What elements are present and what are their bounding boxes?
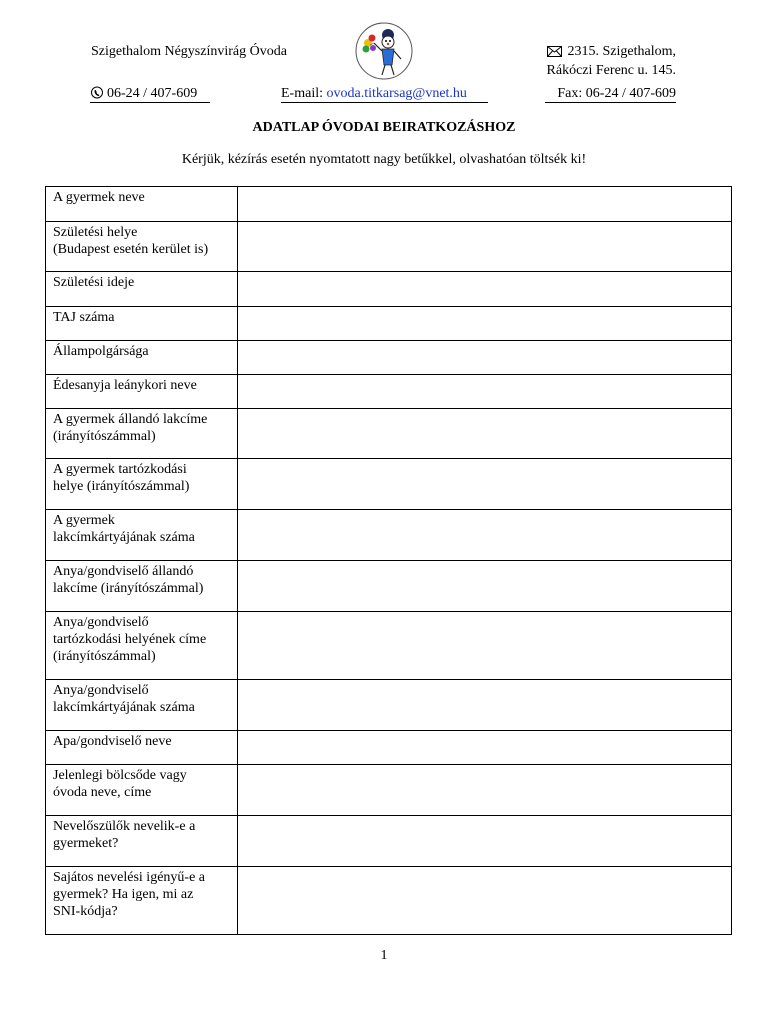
form-row-label: Jelenlegi bölcsőde vagy óvoda neve, címe bbox=[46, 765, 238, 816]
clown-logo bbox=[354, 21, 414, 81]
email-contact bbox=[281, 85, 467, 102]
page-number: 1 bbox=[380, 948, 388, 963]
form-row bbox=[46, 680, 732, 731]
form-row bbox=[46, 731, 732, 765]
form-row-label: Apa/gondviselő neve bbox=[46, 731, 238, 765]
form-row-label: Születési ideje bbox=[46, 272, 238, 307]
form-row-input-cell[interactable] bbox=[238, 187, 732, 222]
form-row-input-cell[interactable] bbox=[238, 612, 732, 680]
address-line-2: Rákóczi Ferenc u. 145. bbox=[546, 63, 676, 78]
form-row-label: Születési helye (Budapest esetén kerület is) bbox=[46, 222, 238, 272]
form-row bbox=[46, 612, 732, 680]
email-link[interactable]: ovoda.titkarsag@vnet.hu bbox=[326, 86, 467, 101]
form-row-label: A gyermek lakcímkártyájának száma bbox=[46, 510, 238, 561]
document-title: ADATLAP ÓVODAI BEIRATKOZÁSHOZ bbox=[252, 120, 516, 135]
form-row-label: A gyermek tartózkodási helye (irányítószámmal) bbox=[46, 459, 238, 510]
form-row-input-cell[interactable] bbox=[238, 680, 732, 731]
form-row-input-cell[interactable] bbox=[238, 222, 732, 272]
form-row-label: Anya/gondviselő tartózkodási helyének címe (irányítószámmal) bbox=[46, 612, 238, 680]
form-row-input-cell[interactable] bbox=[238, 375, 732, 409]
form-row bbox=[46, 561, 732, 612]
form-row-label: Állampolgársága bbox=[46, 341, 238, 375]
form-row-label: Sajátos nevelési igényű-e a gyermek? Ha igen, mi az SNI-kódja? bbox=[46, 867, 238, 935]
form-row-input-cell[interactable] bbox=[238, 561, 732, 612]
form-row bbox=[46, 459, 732, 510]
form-row-input-cell[interactable] bbox=[238, 731, 732, 765]
form-row-label: Édesanyja leánykori neve bbox=[46, 375, 238, 409]
address-line-1: 2315. Szigethalom, bbox=[567, 44, 676, 59]
form-row bbox=[46, 816, 732, 867]
form-row bbox=[46, 187, 732, 222]
form-row-input-cell[interactable] bbox=[238, 307, 732, 341]
form-row-input-cell[interactable] bbox=[238, 765, 732, 816]
form-row-input-cell[interactable] bbox=[238, 816, 732, 867]
form-row-label: Anya/gondviselő állandó lakcíme (irányítószámmal) bbox=[46, 561, 238, 612]
form-row bbox=[46, 272, 732, 307]
document-instructions: Kérjük, kézírás esetén nyomtatott nagy betűkkel, olvashatóan töltsék ki! bbox=[181, 152, 587, 167]
form-row-input-cell[interactable] bbox=[238, 459, 732, 510]
form-row bbox=[46, 765, 732, 816]
form-row bbox=[46, 409, 732, 459]
form-row-input-cell[interactable] bbox=[238, 510, 732, 561]
form-row bbox=[46, 867, 732, 935]
postal-address bbox=[514, 43, 676, 62]
form-row bbox=[46, 307, 732, 341]
envelope-icon bbox=[547, 45, 562, 62]
form-row bbox=[46, 222, 732, 272]
form-row bbox=[46, 375, 732, 409]
organization-name: Szigethalom Négyszínvirág Óvoda bbox=[91, 44, 287, 59]
form-row bbox=[46, 341, 732, 375]
header-rule-left bbox=[90, 102, 210, 103]
form-row-input-cell[interactable] bbox=[238, 867, 732, 935]
form-row bbox=[46, 510, 732, 561]
form-row-input-cell[interactable] bbox=[238, 341, 732, 375]
phone-value: 06-24 / 407-609 bbox=[107, 86, 198, 101]
form-row-input-cell[interactable] bbox=[238, 409, 732, 459]
fax-number: Fax: 06-24 / 407-609 bbox=[557, 86, 676, 101]
form-row-label: Nevelőszülők nevelik-e a gyermeket? bbox=[46, 816, 238, 867]
header-rule-middle bbox=[281, 102, 488, 103]
email-label: E-mail: bbox=[281, 86, 323, 101]
form-row-label: A gyermek neve bbox=[46, 187, 238, 222]
enrollment-form-table bbox=[45, 186, 732, 935]
form-row-input-cell[interactable] bbox=[238, 272, 732, 307]
header-rule-right bbox=[545, 102, 676, 103]
form-row-label: A gyermek állandó lakcíme (irányítószámmal) bbox=[46, 409, 238, 459]
form-row-label: Anya/gondviselő lakcímkártyájának száma bbox=[46, 680, 238, 731]
form-row-label: TAJ száma bbox=[46, 307, 238, 341]
